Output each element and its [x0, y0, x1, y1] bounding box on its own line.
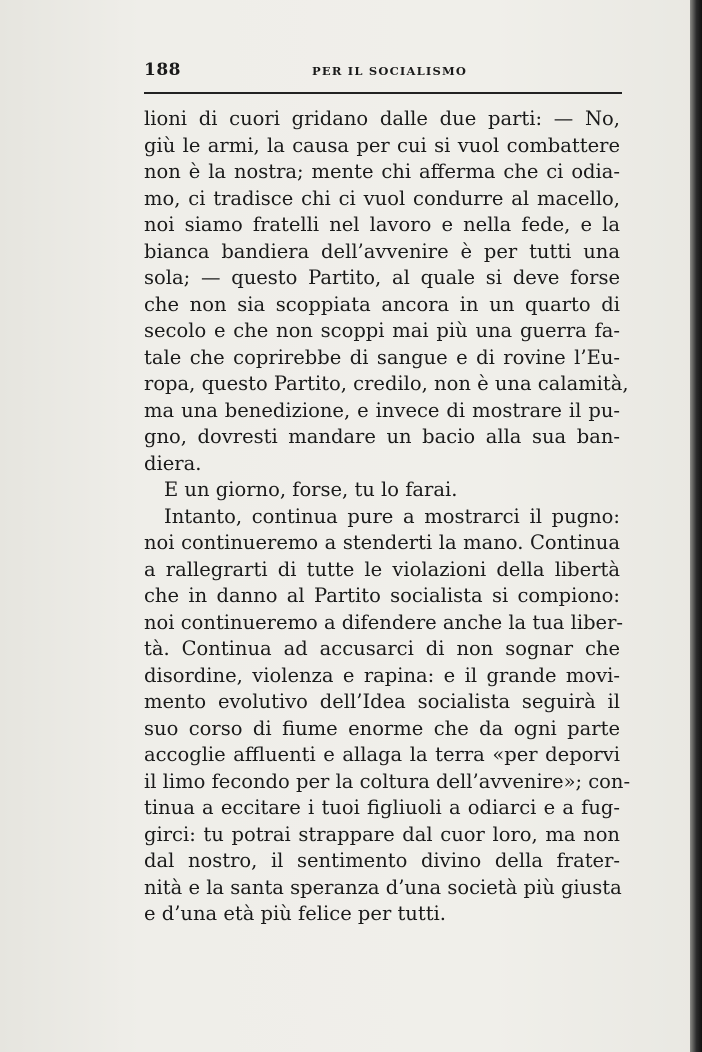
- text-line: disordine, violenza e rapina: e il grande movi-: [144, 663, 620, 687]
- body-text: [144, 106, 631, 928]
- text-line: a rallegrarti di tutte le violazioni della libertà: [144, 557, 620, 581]
- text-line: tale che coprirebbe di sangue e di rovine l’Eu-: [144, 345, 620, 369]
- text-line: noi continueremo a stenderti la mano. Continua: [144, 531, 620, 554]
- text-line: gno, dovresti mandare un bacio alla sua ban-: [144, 425, 620, 448]
- text-line: nità e la santa speranza d’una società più giusta: [144, 875, 622, 899]
- page-header: [144, 60, 620, 86]
- text-line: mo, ci tradisce chi ci vuol condurre al macello,: [144, 186, 620, 210]
- running-title: PER IL SOCIALISMO: [312, 64, 468, 78]
- text-line: lioni di cuori gridano dalle due parti: — No,: [144, 107, 620, 130]
- page-number: 188: [144, 60, 181, 80]
- text-line: E un giorno, forse, tu lo farai.: [164, 478, 458, 501]
- text-line: bianca bandiera dell’avvenire è per tutti una: [144, 239, 620, 263]
- text-line: che non sia scoppiata ancora in un quarto di: [144, 292, 620, 316]
- text-line: girci: tu potrai strappare dal cuor loro, ma non: [144, 822, 620, 846]
- text-line: il limo fecondo per la coltura dell’avvenire»; con-: [144, 769, 631, 793]
- text-line: Intanto, continua pure a mostrarci il pugno:: [164, 504, 620, 528]
- text-line: e d’una età più felice per tutti.: [144, 902, 446, 925]
- text-line: ma una benedizione, e invece di mostrare il pu-: [144, 398, 620, 422]
- text-line: secolo e che non scoppi mai più una guerra fa-: [144, 319, 620, 342]
- text-line: che in danno al Partito socialista si compiono:: [144, 584, 620, 607]
- text-line: giù le armi, la causa per cui si vuol combattere: [144, 133, 620, 157]
- book-spine-edge: [690, 0, 702, 1052]
- text-line: diera.: [144, 451, 202, 475]
- text-line: noi siamo fratelli nel lavoro e nella fede, e la: [144, 213, 620, 236]
- text-line: non è la nostra; mente chi afferma che ci odia-: [144, 160, 620, 183]
- text-line: sola; — questo Partito, al quale si deve forse: [144, 266, 620, 289]
- text-line: ropa, questo Partito, credilo, non è una calamità,: [144, 372, 629, 395]
- header-rule: [144, 92, 622, 94]
- text-line: accoglie affluenti e allaga la terra «per deporvi: [144, 743, 620, 766]
- text-line: tinua a eccitare i tuoi figliuoli a odiarci e a fug-: [144, 796, 620, 819]
- text-line: mento evolutivo dell’Idea socialista seguirà il: [144, 690, 620, 713]
- text-line: dal nostro, il sentimento divino della frater-: [144, 849, 620, 872]
- text-line: suo corso di fiume enorme che da ogni parte: [144, 716, 620, 740]
- text-line: noi continueremo a difendere anche la tua liber-: [144, 610, 624, 634]
- text-line: tà. Continua ad accusarci di non sognar che: [144, 637, 620, 660]
